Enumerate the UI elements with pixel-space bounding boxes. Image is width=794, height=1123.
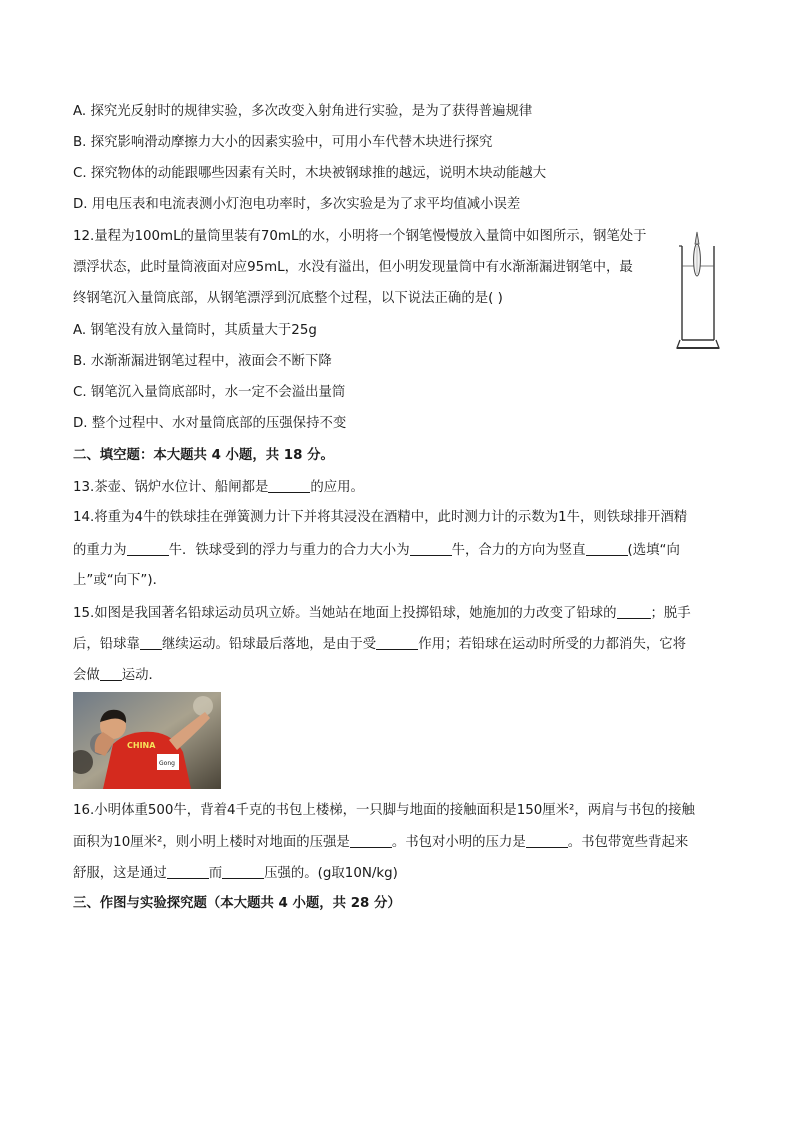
q15-text-g: 运动． (121, 668, 162, 683)
measuring-cylinder-figure (676, 230, 724, 354)
q11-option-a: A. 探究光反射时的规律实验，多次改变入射角进行实验，是为了获得普遍规律 (73, 104, 533, 119)
q16-blank-2[interactable] (526, 833, 568, 848)
q11-option-b: B. 探究影响滑动摩擦力大小的因素实验中，可用小车代替木块进行探究 (73, 135, 493, 150)
q16-blank-1[interactable] (350, 833, 392, 848)
section-2-header: 二、填空题：本大题共 4 小题，共 18 分。 (73, 448, 334, 463)
q14-text-d: (选填“向 (627, 543, 680, 558)
q16-text-e: 而 (208, 866, 223, 881)
q14-line-2 (73, 541, 680, 560)
q15-text-a: 15.如图是我国著名铅球运动员巩立娇。当她站在地面上投掷铅球，她施加的力改变了铅球的 (73, 606, 617, 621)
q14-blank-2[interactable] (410, 541, 452, 556)
q15-blank-2[interactable] (140, 635, 162, 650)
q13-text-a: 13.茶壶、锅炉水位计、船闸都是 (73, 480, 269, 495)
q16-blank-3[interactable] (167, 864, 209, 879)
q11-option-c: C. 探究物体的动能跟哪些因素有关时，木块被钢球推的越远，说明木块动能越大 (73, 166, 547, 181)
q13-blank[interactable] (268, 478, 310, 493)
q16-line-3 (73, 864, 398, 883)
q14-blank-1[interactable] (127, 541, 169, 556)
q16-text-c: 。书包带宽些背起来 (567, 835, 689, 850)
q16-blank-4[interactable] (222, 864, 264, 879)
q15-text-e: 作用；若铅球在运动时所受的力都消失，它将 (418, 637, 687, 652)
q12-option-a: A. 钢笔没有放入量筒时，其质量大于25g (73, 323, 317, 338)
q15-text-d: 继续运动。铅球最后落地，是由于受 (161, 637, 377, 652)
q14-text-a: 的重力为 (73, 543, 127, 558)
section-3-header: 三、作图与实验探究题（本大题共 4 小题，共 28 分） (73, 896, 401, 911)
q12-option-b: B. 水渐渐漏进钢笔过程中，液面会不断下降 (73, 354, 332, 369)
photo-bib-text: Gong (159, 760, 175, 767)
q13-text-b: 的应用。 (310, 480, 364, 495)
q16-line-2 (73, 833, 688, 852)
q15-line-2 (73, 635, 686, 654)
q15-text-f: 会做 (73, 668, 100, 683)
q16-text-a: 面积为10厘米²，则小明上楼时对地面的压强是 (73, 835, 350, 850)
q15-line-1 (73, 604, 691, 623)
q16-line-1: 16.小明体重500牛，背着4千克的书包上楼梯，一只脚与地面的接触面积是150厘米²，两肩与书包的接触 (73, 803, 695, 818)
q13-line (73, 478, 364, 497)
q15-text-b: ；脱手 (650, 606, 691, 621)
q12-option-c: C. 钢笔沉入量筒底部时，水一定不会溢出量筒 (73, 385, 346, 400)
q12-option-d: D. 整个过程中、水对量筒底部的压强保持不变 (73, 416, 347, 431)
shot-put-athlete-photo (73, 692, 221, 789)
q12-stem-line-2: 漂浮状态，此时量筒液面对应95mL，水没有溢出，但小明发现量筒中有水渐渐漏进钢笔中，最 (73, 260, 633, 275)
photo-jersey-text: CHINA (127, 741, 156, 750)
q15-text-c: 后，铅球靠 (73, 637, 140, 652)
q15-blank-1[interactable] (617, 604, 651, 619)
q16-text-b: 。书包对小明的压力是 (391, 835, 526, 850)
q14-line-1: 14.将重为4牛的铁球挂在弹簧测力计下并将其浸没在酒精中，此时测力计的示数为1牛，则铁球排开酒精 (73, 510, 688, 525)
q14-text-b: 牛．铁球受到的浮力与重力的合力大小为 (168, 543, 410, 558)
q12-stem-line-3: 终钢笔沉入量筒底部，从钢笔漂浮到沉底整个过程，以下说法正确的是( ) (73, 291, 503, 306)
q11-option-d: D. 用电压表和电流表测小灯泡电功率时，多次实验是为了求平均值减小误差 (73, 197, 521, 212)
q14-line-3: 上”或“向下”)． (73, 573, 166, 588)
q12-stem-line-1: 12.量程为100mL的量筒里装有70mL的水，小明将一个钢笔慢慢放入量筒中如图所示，钢笔处于 (73, 229, 647, 244)
q16-text-f: 压强的。(g取10N/kg) (264, 866, 398, 881)
q15-blank-4[interactable] (100, 666, 122, 681)
q14-blank-3[interactable] (586, 541, 628, 556)
q15-blank-3[interactable] (376, 635, 418, 650)
q14-text-c: 牛，合力的方向为竖直 (451, 543, 586, 558)
q16-text-d: 舒服，这是通过 (73, 866, 167, 881)
q15-line-3 (73, 666, 162, 685)
